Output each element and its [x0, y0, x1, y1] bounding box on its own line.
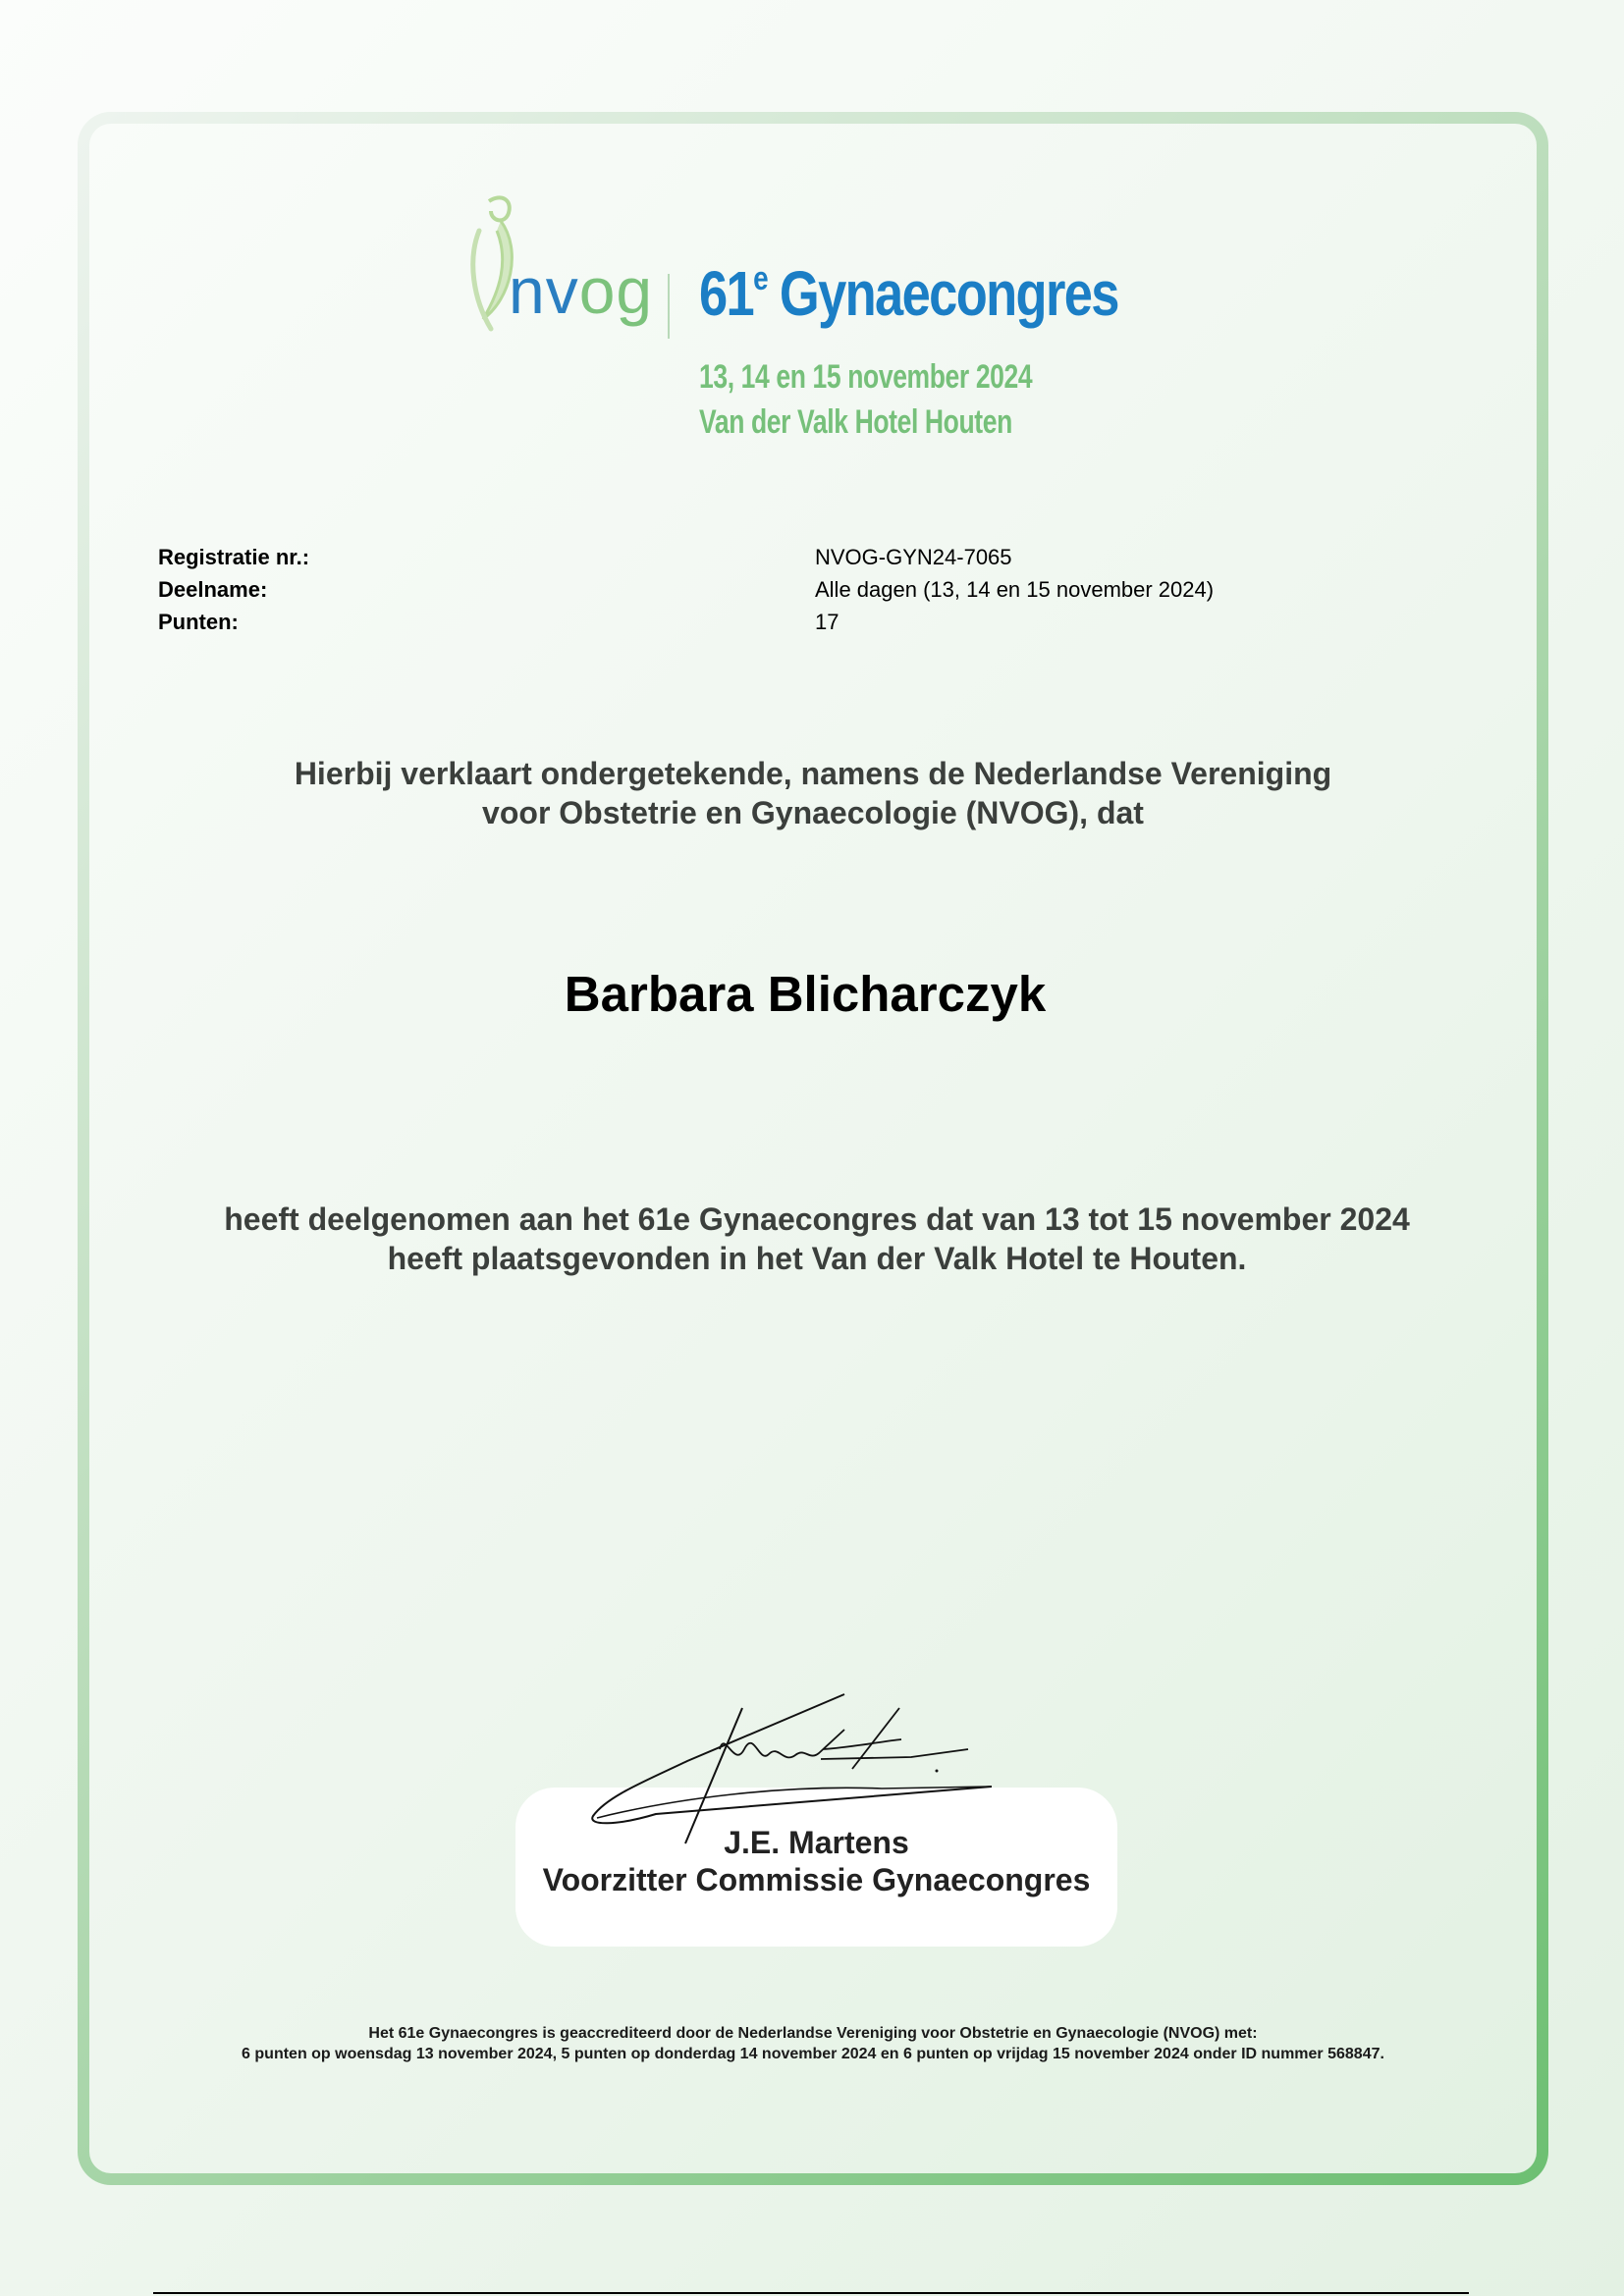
registration-number-value: NVOG-GYN24-7065	[815, 545, 1012, 569]
nvog-wordmark: nvog	[509, 254, 654, 327]
congress-venue: Van der Valk Hotel Houten	[699, 403, 1012, 441]
registration-number-row	[158, 545, 1336, 577]
registration-number-label: Registratie nr.:	[158, 545, 310, 569]
participation-label: Deelname:	[158, 577, 268, 602]
participation-line-1: heeft deelgenomen aan het 61e Gynaecongres dat van 13 tot 15 november 2024	[224, 1201, 1410, 1237]
handwritten-signature	[587, 1690, 1000, 1847]
congress-dates: 13, 14 en 15 november 2024	[699, 358, 1033, 396]
accreditation-note	[147, 2023, 1479, 2064]
participation-line-2: heeft plaatsgevonden in het Van der Valk Hotel te Houten.	[387, 1241, 1247, 1276]
recipient-name: Barbara Blicharczyk	[564, 966, 1047, 1022]
points-row	[158, 610, 1336, 642]
participation-value: Alle dagen (13, 14 en 15 november 2024)	[815, 577, 1215, 602]
signatory-name: J.E. Martens	[724, 1825, 909, 1860]
points-value: 17	[815, 610, 839, 634]
points-label: Punten:	[158, 610, 239, 634]
congress-title: 61e Gynaecongres	[699, 258, 1118, 329]
declaration-text	[147, 754, 1479, 832]
declaration-line-2: voor Obstetrie en Gynaecologie (NVOG), dat	[482, 795, 1144, 830]
accreditation-line-2: 6 punten op woensdag 13 november 2024, 5 punten op donderdag 14 november 2024 en 6 punten op vrijdag 15 november 2024 onder ID nummer 568847.	[242, 2046, 1384, 2062]
signatory-role: Voorzitter Commissie Gynaecongres	[542, 1862, 1091, 1897]
congress-logo	[461, 191, 1168, 456]
participation-text	[147, 1200, 1487, 1278]
declaration-line-1: Hierbij verklaart ondergetekende, namens de Nederlandse Vereniging	[294, 756, 1332, 791]
bottom-divider	[153, 2292, 1469, 2294]
accreditation-line-1: Het 61e Gynaecongres is geaccrediteerd door de Nederlandse Vereniging voor Obstetrie en Gynaecologie (NVOG) met:	[368, 2025, 1258, 2042]
registration-details	[158, 545, 1336, 642]
participation-row	[158, 577, 1336, 610]
logo-divider	[668, 274, 670, 339]
